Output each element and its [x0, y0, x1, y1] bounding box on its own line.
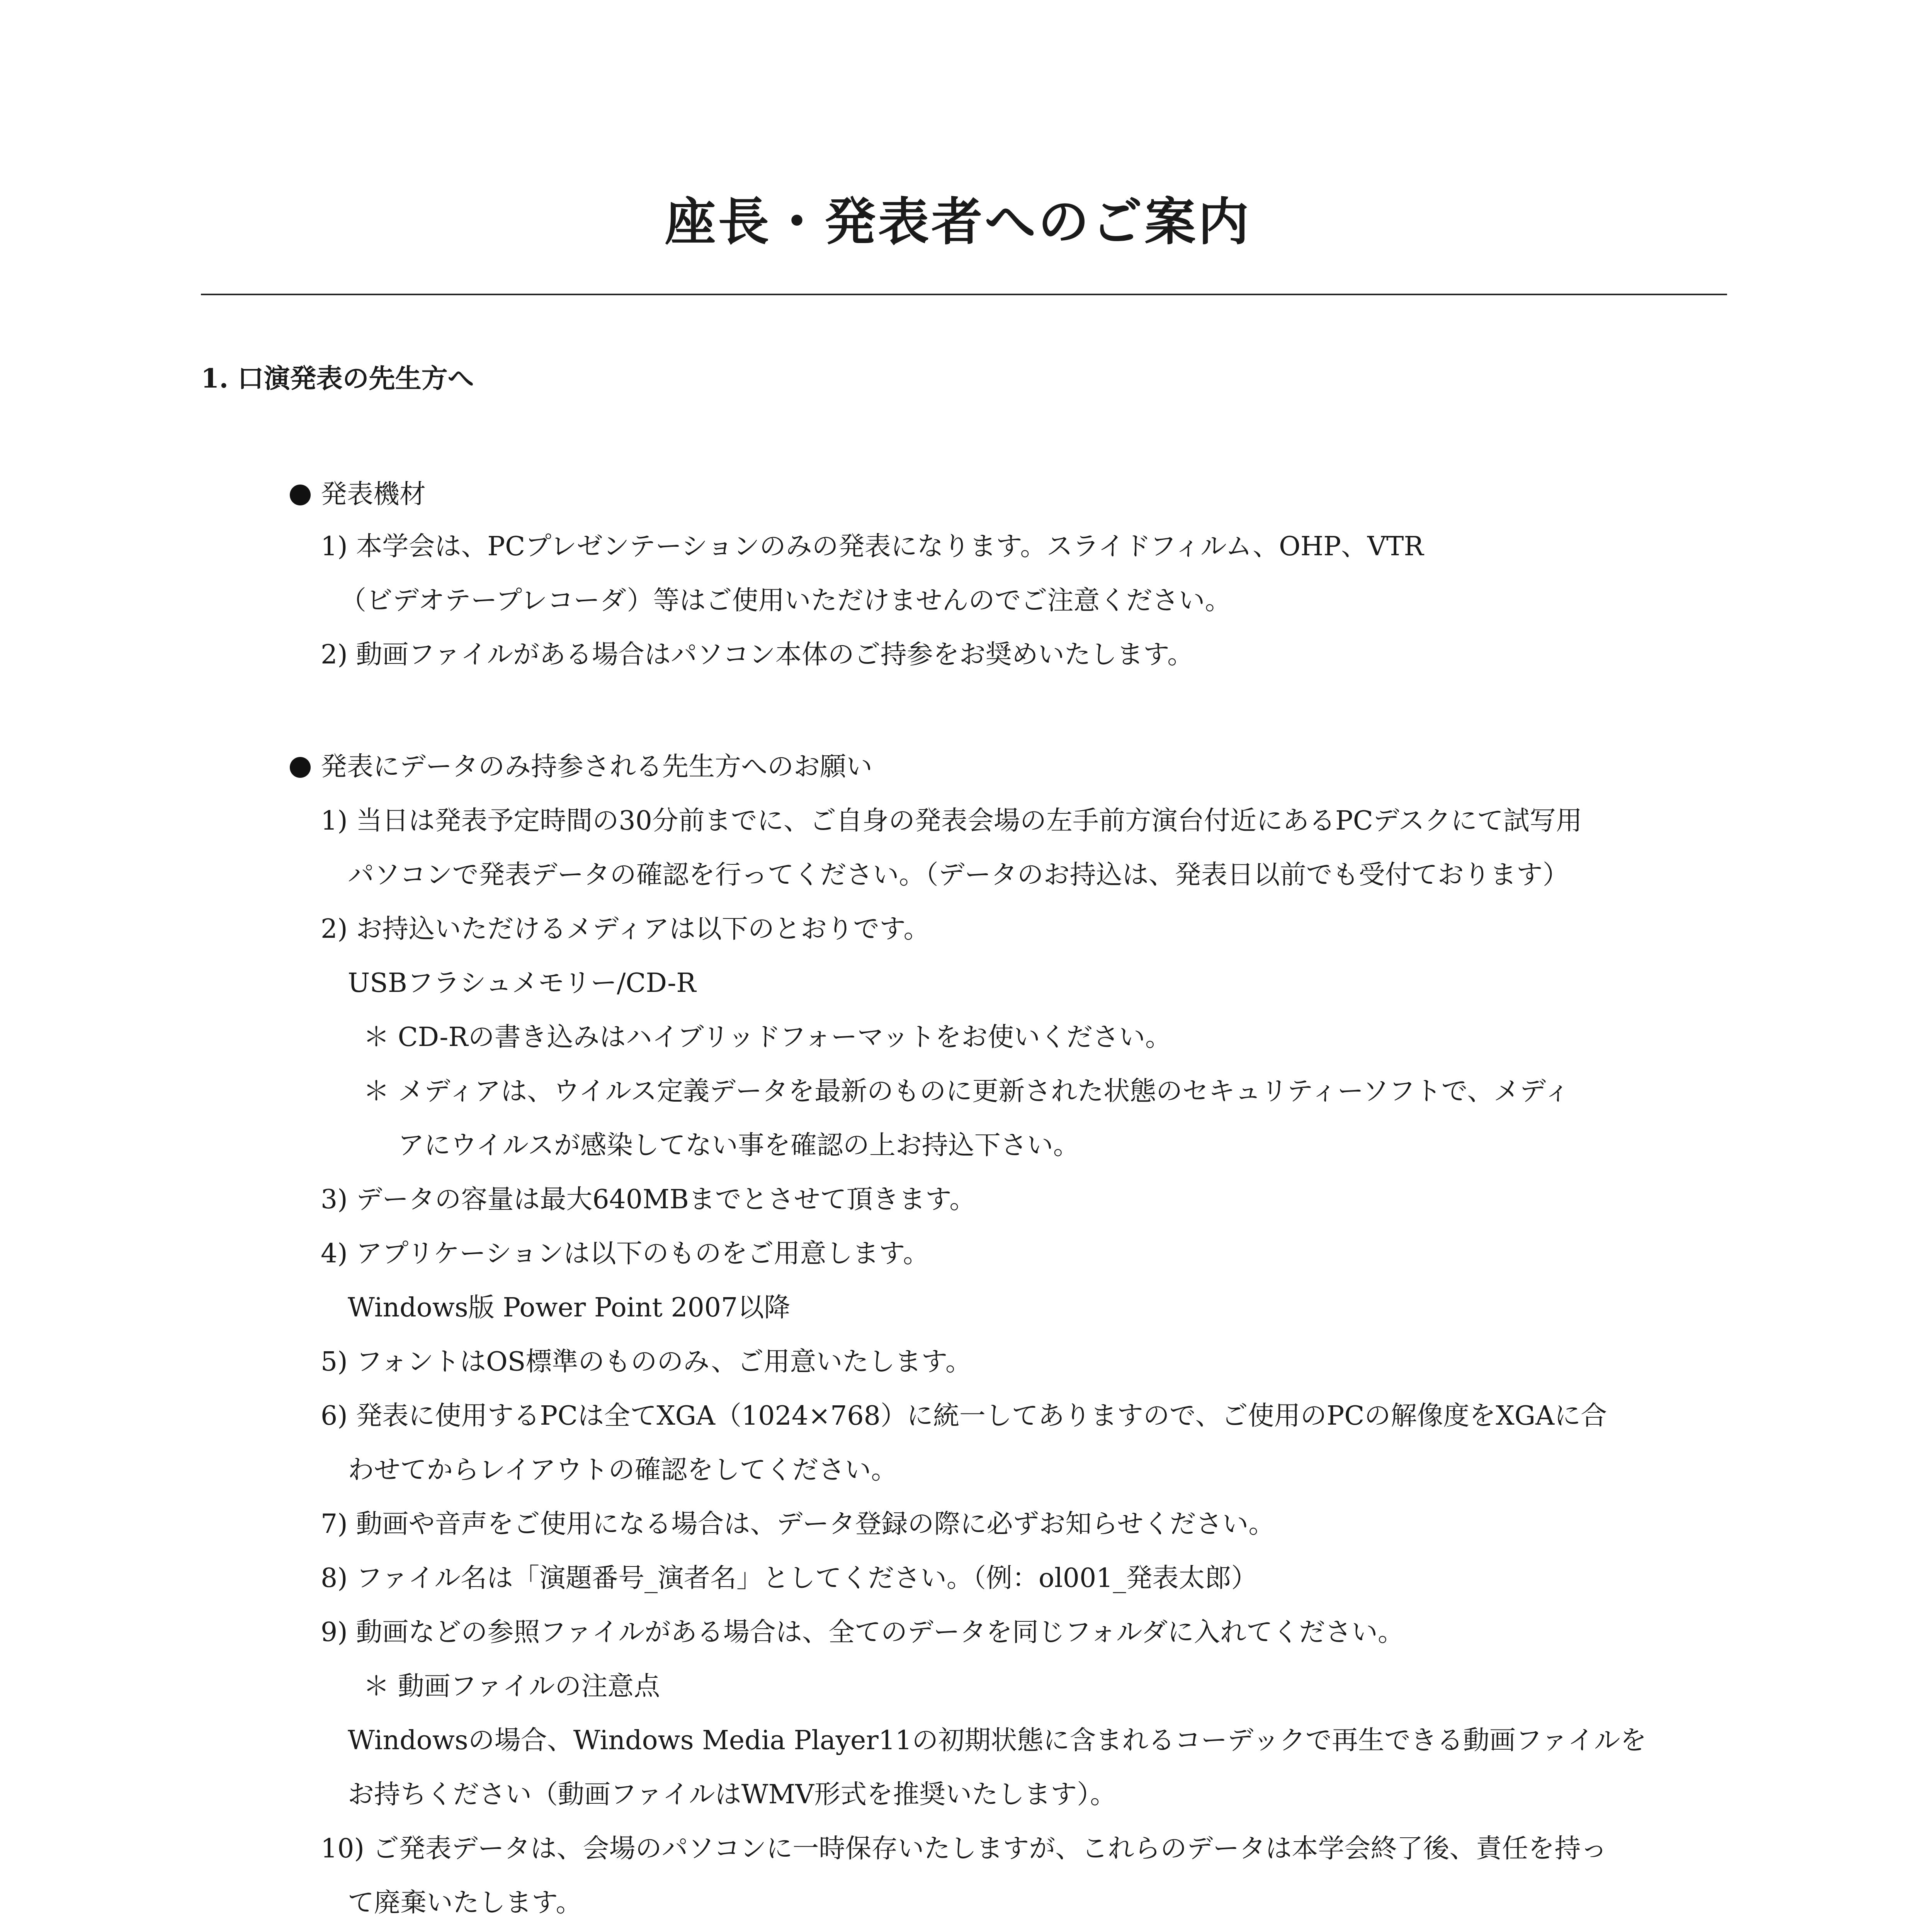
- request-line: Windowsの場合、Windows Media Player11の初期状態に含まれるコーデックで再生できる動画ファイルを: [348, 1725, 1647, 1756]
- request-line: 9) 動画などの参照ファイルがある場合は、全てのデータを同じフォルダに入れてください。: [321, 1617, 1404, 1648]
- request-line: 6) 発表に使用するPCは全てXGA（1024×768）に統一してありますので、ご使用のPCの解像度をXGAに合: [321, 1401, 1607, 1431]
- request-line: 2) お持込いただけるメディアは以下のとおりです。: [321, 914, 930, 944]
- request-line: 5) フォントはOS標準のもののみ、ご用意いたします。: [321, 1347, 972, 1377]
- request-line: 7) 動画や音声をご使用になる場合は、データ登録の際に必ずお知らせください。: [321, 1509, 1275, 1539]
- request-line: 10) ご発表データは、会場のパソコンに一時保存いたしますが、これらのデータは本学会終了後、責任を持っ: [321, 1833, 1607, 1864]
- bullet-icon: [290, 757, 311, 778]
- bullet-data-request: [290, 748, 872, 786]
- request-line: ＊ 動画ファイルの注意点: [363, 1671, 660, 1702]
- request-line: USBフラシュメモリー/CD-R: [348, 968, 696, 998]
- request-line: ＊ メディアは、ウイルス定義データを最新のものに更新された状態のセキュリティーソフトで、メディ: [363, 1076, 1570, 1107]
- request-line: アにウイルスが感染してない事を確認の上お持込下さい。: [398, 1130, 1080, 1161]
- page-title: 座長・発表者へのご案内: [665, 192, 1251, 252]
- request-line: 4) アプリケーションは以下のものをご用意します。: [321, 1238, 930, 1269]
- equipment-line: （ビデオテープレコーダ）等はご使用いただけませんのでご注意ください。: [340, 585, 1231, 616]
- request-line: ＊ CD-Rの書き込みはハイブリッドフォーマットをお使いください。: [363, 1022, 1171, 1053]
- section-heading: 1. 口演発表の先生方へ: [201, 363, 474, 394]
- request-line: 8) ファイル名は「演題番号_演者名」としてください。（例：ol001_発表太郎）: [321, 1563, 1258, 1594]
- equipment-line: 1) 本学会は、PCプレゼンテーションのみの発表になります。スライドフィルム、OHP、VTR: [321, 531, 1424, 562]
- title-divider: [201, 294, 1727, 295]
- request-line: パソコンで発表データの確認を行ってください。（データのお持込は、発表日以前でも受付ております）: [348, 860, 1569, 890]
- request-line: お持ちください（動画ファイルはWMV形式を推奨いたします）。: [348, 1779, 1117, 1810]
- request-line: 3) データの容量は最大640MBまでとさせて頂きます。: [321, 1184, 976, 1215]
- bullet-equipment: [290, 475, 426, 514]
- request-line: わせてからレイアウトの確認をしてください。: [348, 1455, 898, 1485]
- bullet-icon: [290, 485, 311, 505]
- equipment-line: 2) 動画ファイルがある場合はパソコン本体のご持参をお奨めいたします。: [321, 639, 1194, 670]
- request-line: て廃棄いたします。: [348, 1888, 582, 1918]
- request-line: Windows版 Power Point 2007以降: [348, 1293, 791, 1323]
- bullet-data-request-label: 発表にデータのみ持参される先生方へのお願い: [321, 752, 873, 782]
- bullet-equipment-label: 発表機材: [321, 479, 426, 510]
- request-line: 1) 当日は発表予定時間の30分前までに、ご自身の発表会場の左手前方演台付近にあるPCデスクにて試写用: [321, 806, 1583, 836]
